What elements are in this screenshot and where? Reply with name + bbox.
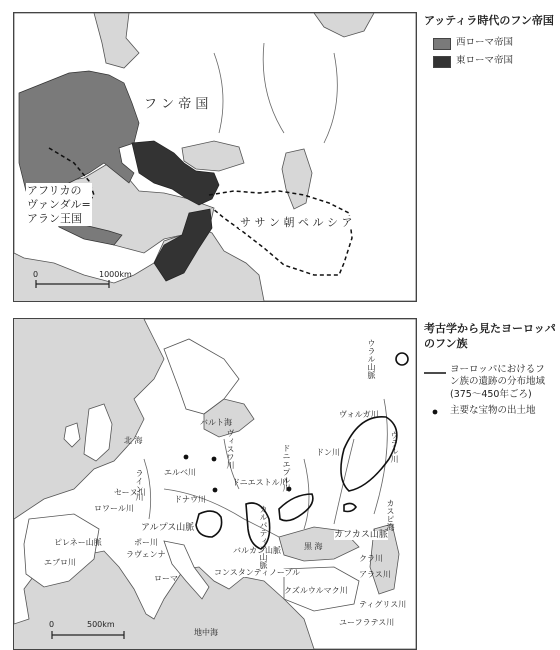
- legend-east-rome-label: 東ローマ帝国: [456, 55, 514, 66]
- danube-label: ドナウ川: [174, 495, 206, 504]
- treasure-find-dot: [212, 457, 217, 462]
- ravenna-label: ラヴェンナ: [126, 550, 166, 559]
- elbe-label: エルベ川: [164, 468, 196, 477]
- hun-empire-label: フ ン 帝 国: [144, 97, 209, 112]
- ural-mountains-label: ウラル山脈: [367, 339, 376, 379]
- rhine-label: ライン川: [135, 469, 144, 501]
- caucasus-label: カフカス山脈: [334, 530, 388, 540]
- legend-west-rome-label: 西ローマ帝国: [456, 37, 514, 48]
- legend-treasure-label: 主要な宝物の出土地: [450, 405, 536, 416]
- vistula-label: ヴィスワ川: [226, 429, 235, 469]
- treasure-find-dot: [213, 488, 218, 493]
- scale-end: 1000km: [99, 270, 132, 279]
- western-roman-empire: [19, 71, 139, 191]
- caspian-label: カスピ海: [386, 499, 395, 531]
- archaeology-map: [13, 318, 417, 650]
- sasanian-label: サ サ ン 朝 ペ ル シ ア: [240, 216, 353, 229]
- archaeology-map-canvas: [14, 319, 416, 649]
- britain: [84, 404, 112, 461]
- ebro-label: エブロ川: [44, 558, 76, 567]
- ural-river-label: ウラル川: [390, 431, 399, 463]
- don-label: ドン川: [316, 448, 340, 457]
- med-label: 地中海: [194, 628, 218, 637]
- dnieper-label: ドニエプル川: [282, 444, 291, 492]
- po-label: ポー川: [134, 538, 158, 547]
- alps-label: アルプス山脈: [141, 523, 195, 533]
- north-sea-label: 北 海: [124, 436, 143, 445]
- euphrates-label: ユーフラテス川: [339, 618, 395, 627]
- treasure-find-dot: [184, 455, 189, 460]
- legend-dot-symbol: [432, 409, 438, 415]
- legend-site-area-label: ヨーロッパにおけるフ ン族の遺跡の分布地域 (375〜450年ごろ): [450, 364, 546, 400]
- scale-zero: 0: [49, 620, 55, 629]
- scale-end: 500km: [87, 620, 115, 629]
- hun-empire-map-canvas: [14, 13, 416, 301]
- black-sea-label: 黒 海: [304, 542, 323, 551]
- constantinople-label: コンスタンティノープル: [214, 568, 301, 577]
- legend-east-rome-swatch: [433, 56, 451, 68]
- map1-title: アッティラ時代のフン帝国: [424, 14, 554, 27]
- pyrenees-label: ピレネー山脈: [54, 538, 102, 547]
- legend-line-symbol: [424, 370, 446, 376]
- balkan-label: バルカン山脈: [233, 546, 281, 555]
- aras-label: アラス川: [359, 570, 391, 579]
- carpathian-label: カルパティア山脈: [259, 505, 268, 569]
- tigris-label: ティグリス川: [359, 600, 407, 609]
- scale-zero: 0: [33, 270, 39, 279]
- seine-label: セーヌ川: [114, 488, 146, 497]
- map2-title: 考古学から見たヨーロッパ のフン族: [424, 322, 556, 350]
- vandal-kingdom-label: アフリカの ヴァンダル= アラン王国: [27, 184, 91, 225]
- hun-empire-map: [13, 12, 417, 302]
- dniester-label: ドニエストル川: [232, 478, 288, 487]
- baltic-label: バルト海: [200, 418, 232, 427]
- kura-label: クラ川: [359, 554, 383, 563]
- kizilirmak-label: クズルウルマク川: [284, 586, 348, 595]
- loire-label: ロワール川: [94, 504, 134, 513]
- legend-west-rome-swatch: [433, 38, 451, 50]
- ireland: [64, 423, 80, 447]
- volga-label: ヴォルガ川: [339, 410, 379, 419]
- rome-label: ローマ: [154, 574, 178, 583]
- iberia: [24, 514, 99, 587]
